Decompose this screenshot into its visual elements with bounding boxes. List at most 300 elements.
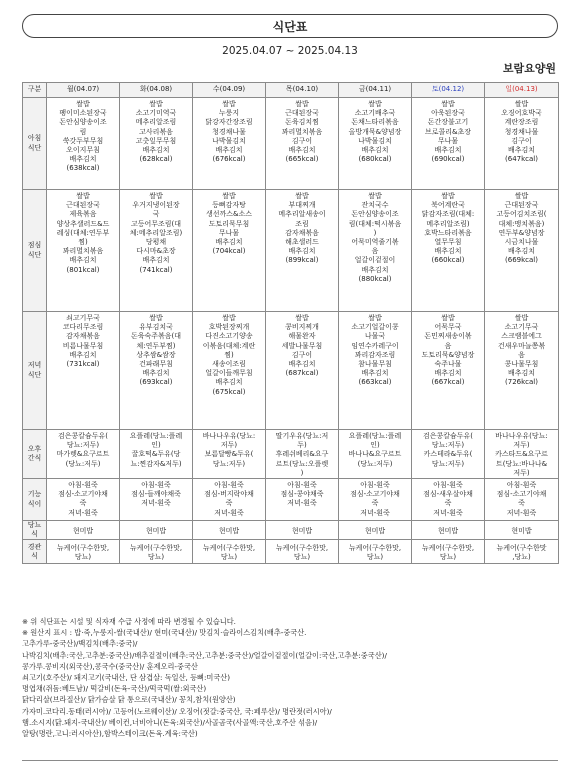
menu-item: 딸기우유(당뇨:저 [275, 432, 329, 440]
menu-item: (660kcal) [431, 256, 465, 265]
menu-item: 참나물무침 [358, 360, 392, 369]
menu-item: 바나나우유(당뇨: [495, 432, 548, 440]
menu-cell [339, 190, 412, 312]
menu-cell [339, 521, 412, 540]
menu-item: ) [300, 468, 304, 477]
menu-item: 세발나물무침 [281, 341, 323, 350]
menu-item: 요플레(당뇨:플레 [129, 432, 183, 440]
menu-item: 호박된장찌개 [208, 323, 250, 332]
day-header: 금(04.11) [339, 83, 412, 98]
row-label [23, 190, 47, 312]
menu-item: 뉴케어(구수한맛 [496, 543, 547, 552]
menu-item: 근대된장국 [504, 201, 539, 210]
menu-cell [193, 540, 266, 564]
menu-item: 쌀밥 [149, 314, 163, 322]
menu-item: 잔치국수 [361, 201, 389, 210]
menu-item: ) [373, 228, 377, 237]
menu-row-breakfast [23, 98, 559, 190]
menu-item: 점심-소고기야채 [350, 490, 400, 499]
menu-item: 배추김치 [288, 247, 316, 256]
menu-cell [193, 430, 266, 479]
menu-item: 감자채볶음 [285, 228, 319, 237]
menu-cell [47, 430, 120, 479]
menu-item: 뉴케어(구수한맛, [56, 543, 110, 552]
row-label-line: 식 [31, 530, 38, 539]
menu-item: 조림 [295, 219, 309, 228]
menu-item: 뉴케어(구수한맛, [421, 543, 475, 552]
menu-cell [412, 540, 485, 564]
menu-row-dinner [23, 312, 559, 430]
menu-item: (704kcal) [212, 247, 246, 256]
menu-item: 쌀밥 [441, 192, 455, 200]
menu-item: 배추김치 [69, 256, 97, 265]
menu-item: 근대된장국 [66, 201, 100, 210]
menu-item: 돈민찌새송이볶 [424, 332, 472, 341]
menu-item: 배추김치 [288, 360, 316, 369]
menu-cell [193, 190, 266, 312]
menu-item: 아침-흰죽 [360, 481, 390, 490]
menu-item: 당뇨:저두) [212, 459, 246, 468]
menu-item: 쌀밥 [368, 314, 382, 322]
menu-cell [47, 312, 120, 430]
menu-cell [47, 98, 120, 190]
day-header-sunday: 일(04.13) [485, 83, 559, 98]
menu-item: 현미밥 [511, 526, 532, 535]
menu-item: 배추김치 [507, 369, 536, 378]
row-label [23, 312, 47, 430]
menu-cell [485, 190, 559, 312]
menu-cell [120, 98, 193, 190]
menu-item: 배추김치 [434, 247, 462, 256]
menu-item: 쌀밥 [295, 100, 309, 108]
menu-item: 스크램블에그 [501, 332, 542, 341]
menu-item: 점심-들깨야채죽 [131, 490, 181, 499]
menu-item: 배추김치 [215, 238, 243, 247]
menu-item: 김구이 [291, 350, 313, 359]
menu-item: 보름달빵&두유( [204, 450, 254, 459]
note-line: 나박김치(배추:국산,고추분:중국산)/배추겉절이(배추:국산,고추분:중국산)/얼갈이겉절이(얼갈이:국산,고추분:중국산)/ [22, 650, 387, 660]
menu-item: 쌀밥 [514, 192, 529, 200]
menu-item: 점심-새우살야채 [423, 490, 473, 499]
menu-item: 쌀밥 [441, 314, 455, 322]
row-label-line: 점심 [27, 241, 42, 250]
menu-item: 브로콜리&초장 [424, 127, 472, 136]
menu-item: 북어계란국 [431, 201, 465, 210]
menu-item: 해물완자 [288, 332, 316, 341]
menu-item: 무나물 [437, 136, 459, 145]
menu-item: 아욱된장국 [431, 109, 465, 118]
menu-item: 돈육숙주볶음(대 [130, 332, 182, 341]
menu-item: 죽 [225, 499, 233, 508]
menu-item: (당뇨:저두) [65, 459, 101, 468]
menu-item: 어묵무국 [434, 323, 462, 332]
menu-item: 임연수카레구이 [351, 341, 399, 350]
menu-item: 당평채 [145, 238, 167, 247]
menu-item: 배추김치 [215, 378, 243, 387]
menu-item: 나박물김치 [358, 136, 392, 145]
page-title: 식단표 [272, 19, 308, 34]
menu-item: 쌀밥 [295, 314, 309, 322]
menu-item: 꽈리감자조림 [354, 350, 396, 359]
menu-item: 얼갈이겉절이 [354, 256, 396, 265]
menu-item: 배추김치 [507, 146, 536, 155]
menu-item: 쑥갓두부무침 [62, 136, 104, 145]
menu-item: 당뇨) [439, 552, 457, 561]
row-label-line: 식단 [27, 143, 42, 152]
note-line: ※ 위 식단표는 시설 및 식자재 수급 사정에 따라 변경될 수 있습니다. [22, 617, 236, 626]
menu-item: 인) [151, 441, 161, 450]
menu-item: (899kcal) [285, 256, 319, 265]
menu-cell [266, 312, 339, 430]
menu-item: 점심-소고기야채 [496, 490, 547, 499]
menu-cell [266, 479, 339, 521]
menu-item: 뉴케어(구수한맛, [275, 543, 329, 552]
menu-cell [47, 190, 120, 312]
menu-row-tube-feeding [23, 540, 559, 564]
menu-item: 림 [79, 127, 87, 136]
menu-item: 쌀밥 [368, 100, 382, 108]
menu-item: 쌀밥 [76, 192, 90, 200]
row-label-line: 저녁 [27, 361, 42, 370]
menu-item: 쌀밥 [295, 192, 309, 200]
note-line: 햄.소시지(닭.돼지-국내산)/ 베이컨,너비아니(돈육:외국산)/사골곰국(사골액:국산,호주산 섞음)/ [22, 717, 318, 727]
note-line: 알탕(명란,고니:러시아산),함박스테이크(돈육.계육:국산) [22, 729, 198, 739]
menu-item: 마가렛&요구르트 [56, 450, 110, 459]
menu-item: 고등어김치조림( [496, 210, 547, 219]
row-label [23, 479, 47, 521]
menu-item: (680kcal) [358, 155, 392, 164]
menu-cell [47, 521, 120, 540]
menu-item: 저녁-흰죽 [287, 499, 317, 508]
note-line: 명엽채(쥐돔:베트남)/ 떡갈비(돈육-국산)/떡국떡(쌀:외국산) [22, 684, 207, 694]
menu-item: 뉴케어(구수한맛, [202, 543, 256, 552]
menu-item: 꿀호떡&두유(당 [131, 450, 181, 459]
day-header: 화(04.08) [120, 83, 193, 98]
menu-item: 당뇨) [74, 552, 92, 561]
menu-item: 트(당뇨:바나나& [495, 459, 548, 468]
menu-item: 상추쌈&쌈장 [136, 350, 176, 359]
menu-cell [266, 540, 339, 564]
menu-cell [120, 190, 193, 312]
menu-item: 배추김치 [507, 247, 536, 256]
menu-item: 감자채볶음 [66, 332, 100, 341]
menu-item: 카스타드&요구르 [495, 450, 548, 459]
note-line: 쇠고기(호주산)/ 돼지고기(국내산, 단 삼겹살: 독일산, 등뼈:미국산) [22, 673, 231, 683]
menu-item: 나박물김치 [212, 136, 246, 145]
menu-item: (687kcal) [285, 369, 319, 378]
menu-item: 점심-버지락야채 [204, 490, 254, 499]
menu-item: 아침-흰죽 [433, 481, 463, 490]
menu-item: 청경채나물 [504, 127, 539, 136]
menu-item: 유부김치국 [139, 323, 173, 332]
menu-item: 저녁-흰죽 [141, 499, 171, 508]
menu-item: 쌀밥 [149, 100, 163, 108]
menu-item: 당뇨) [147, 552, 165, 561]
menu-item: (당뇨:저두) [357, 459, 393, 468]
menu-item: 점심-콩야채죽 [280, 490, 324, 499]
menu-item: 배추김치 [215, 146, 243, 155]
menu-item: 림(대체:떡시볶음 [348, 219, 402, 228]
menu-cell [120, 430, 193, 479]
menu-item: 당뇨) [220, 552, 238, 561]
menu-item: (628kcal) [139, 155, 173, 164]
menu-item: 닭강자간장조림 [205, 118, 253, 127]
menu-item: 현미밥 [291, 526, 313, 535]
organization-name: 보람요양원 [502, 62, 556, 75]
menu-item: 돈간장불고기 [427, 118, 469, 127]
menu-item: 음 [371, 247, 379, 256]
menu-item: 저녁-흰죽 [214, 508, 244, 517]
row-label-line: 식단 [27, 370, 42, 379]
menu-item: 죽 [79, 499, 87, 508]
note-line: 고추가루-중국산)/백김치(배추:중국)/ [22, 639, 138, 649]
menu-item: 돈채느타리볶음 [351, 118, 399, 127]
menu-item: 배추김치 [361, 369, 389, 378]
menu-item: 이볶음(대체:계란 [202, 341, 256, 350]
menu-item: 김구이 [291, 136, 313, 145]
menu-item: 쇠고기무국 [66, 314, 100, 322]
menu-item: 계란장조림 [504, 118, 539, 127]
row-label-line: 아침 [27, 134, 42, 143]
menu-item: 쌀밥 [514, 314, 529, 322]
menu-item: 연두부&양념장 [498, 228, 545, 237]
menu-item: 올방개묵&양념장 [348, 127, 402, 136]
menu-item: (667kcal) [431, 378, 465, 387]
menu-item: 뇨:찐감자&저두) [130, 459, 182, 468]
menu-item: 아침-흰죽 [68, 481, 98, 490]
menu-item: 아침-흰죽 [506, 481, 537, 490]
menu-row-functional-diet [23, 479, 559, 521]
menu-cell [339, 430, 412, 479]
menu-cell [193, 479, 266, 521]
row-label [23, 430, 47, 479]
menu-item: 제육볶음 [69, 210, 97, 219]
menu-item: 다시마&초장 [136, 247, 176, 256]
menu-item: 닭감자조림(대체: [421, 210, 475, 219]
menu-item: 레싱(대체:연두부 [56, 228, 110, 237]
row-label [23, 540, 47, 564]
menu-item: 르트(당뇨:오플렛 [275, 459, 329, 468]
menu-cell [193, 521, 266, 540]
menu-item: 쌀밥 [222, 100, 236, 108]
menu-item: 쌀밥 [514, 100, 529, 108]
menu-item: 저녁-흰죽 [360, 508, 390, 517]
menu-cell [266, 430, 339, 479]
day-header: 월(04.07) [47, 83, 120, 98]
menu-item: (665kcal) [285, 155, 319, 164]
menu-item: 인) [370, 441, 380, 450]
menu-item: (663kcal) [358, 378, 392, 387]
menu-item: 배추김치 [434, 146, 462, 155]
menu-item: 당뇨:저두) [431, 459, 465, 468]
menu-cell [193, 312, 266, 430]
menu-item: 체:연두부찜) [136, 341, 176, 350]
menu-item: 체:메추리알조림) [129, 228, 183, 237]
menu-item: 현미밥 [72, 526, 94, 535]
menu-item: 소고기미역국 [135, 109, 177, 118]
menu-item: (669kcal) [505, 256, 538, 265]
menu-item: 근대된장국 [285, 109, 319, 118]
menu-item: 소고기배추국 [354, 109, 396, 118]
menu-item: 대체:맹치볶음) [498, 219, 545, 228]
menu-cell [412, 479, 485, 521]
menu-cell [339, 312, 412, 430]
row-label-line: 식이 [27, 499, 42, 508]
menu-item: 바나나&요구르트 [348, 450, 402, 459]
menu-item: 저두) [513, 468, 530, 477]
menu-item: 쌀밥 [76, 100, 90, 108]
menu-cell [412, 521, 485, 540]
menu-item: 배추김치 [69, 155, 97, 164]
menu-item: (638kcal) [66, 164, 100, 173]
menu-item: 찜) [78, 238, 88, 247]
menu-cell [266, 190, 339, 312]
menu-item: 아침-흰죽 [287, 481, 317, 490]
menu-item: 배추김치 [361, 146, 389, 155]
menu-cell [120, 479, 193, 521]
menu-item: 아침-흰죽 [214, 481, 244, 490]
menu-cell [485, 312, 559, 430]
menu-item: (726kcal) [505, 378, 538, 387]
menu-item: 코다리무조림 [62, 323, 104, 332]
menu-item: 누룽지 [218, 109, 240, 118]
menu-item: (675kcal) [212, 387, 246, 396]
menu-item: 국 [152, 210, 160, 219]
row-label [23, 98, 47, 190]
menu-item: 꽈리멸치볶음 [62, 247, 104, 256]
menu-item: (880kcal) [358, 274, 392, 283]
menu-item: 청경채나물 [212, 127, 246, 136]
menu-item: 두) [297, 441, 307, 450]
menu-item: 나물국 [364, 332, 386, 341]
menu-item: 바나나우유(당뇨: [202, 432, 256, 440]
day-header-row [23, 83, 559, 98]
menu-item: 저녁-흰죽 [433, 508, 463, 517]
menu-item: 돈안심양송이조 [351, 210, 399, 219]
menu-item: 저녁-흰죽 [68, 508, 98, 517]
menu-item: 꽈리멸치볶음 [281, 127, 323, 136]
menu-item: 현미밥 [437, 526, 459, 535]
menu-cell [339, 479, 412, 521]
menu-item: 호박느타리볶음 [424, 228, 472, 237]
menu-item: 현미밥 [218, 526, 240, 535]
row-label-line: 경관 [27, 542, 42, 551]
menu-item: 오이지무침 [66, 146, 100, 155]
day-header: 수(04.09) [193, 83, 266, 98]
menu-item: 점심-소고기야채 [58, 490, 108, 499]
menu-item: 배추김치 [69, 350, 97, 359]
menu-item: 고등어무조림(대 [130, 219, 182, 228]
menu-item: 당뇨) [293, 552, 311, 561]
menu-item: 음 [444, 341, 452, 350]
menu-item: 얼갈이들깨무침 [205, 369, 253, 378]
menu-item: 건새우마늘쫑볶 [497, 341, 546, 350]
menu-item: 뉴케어(구수한맛, [129, 543, 183, 552]
menu-cell [120, 540, 193, 564]
menu-cell [47, 540, 120, 564]
menu-item: 쌀밥 [368, 192, 382, 200]
menu-row-lunch [23, 190, 559, 312]
menu-item: 오징어호박국 [501, 109, 542, 118]
menu-cell [485, 540, 559, 564]
menu-item: (693kcal) [139, 378, 173, 387]
day-header: 목(04.10) [266, 83, 339, 98]
menu-item: 뉴케어(구수한맛, [348, 543, 402, 552]
menu-item: (741kcal) [139, 265, 173, 274]
menu-item: (801kcal) [66, 265, 100, 274]
menu-item: 고춧잎무무침 [135, 136, 177, 145]
menu-item: 카스테라&두유( [423, 450, 473, 459]
menu-item: 죽 [371, 499, 379, 508]
menu-cell [412, 98, 485, 190]
row-label-line: 식단 [27, 250, 42, 259]
menu-item: 현미밥 [364, 526, 386, 535]
menu-item: 현미밥 [145, 526, 167, 535]
menu-cell [412, 430, 485, 479]
row-label-line: 기능 [27, 490, 42, 499]
menu-item: 생선까스&소스 [205, 210, 253, 219]
menu-item: 양상추샐러드&드 [56, 219, 110, 228]
menu-item: 저녁-흰죽 [506, 508, 537, 517]
menu-item: 새송이조림 [212, 360, 246, 369]
menu-item: 음 [518, 350, 525, 359]
menu-cell [485, 479, 559, 521]
menu-item: 배추김치 [142, 256, 170, 265]
row-label [23, 521, 47, 540]
menu-item: 메추리알조림) [426, 219, 470, 228]
menu-cell [412, 312, 485, 430]
corner-header: 구분 [23, 83, 47, 98]
menu-item: 비름나물무침 [62, 341, 104, 350]
day-header-saturday: 토(04.12) [412, 83, 485, 98]
menu-row-snack [23, 430, 559, 479]
menu-item: 당뇨) [366, 552, 384, 561]
menu-period: 2025.04.07 ~ 2025.04.13 [222, 45, 358, 57]
menu-item: 찜) [224, 350, 234, 359]
menu-cell [339, 98, 412, 190]
menu-item: 저두) [220, 441, 238, 450]
row-label-line: 간식 [27, 454, 42, 462]
menu-item: 배추김치 [434, 369, 462, 378]
menu-item: 죽 [444, 499, 452, 508]
menu-item: 쌀밥 [441, 100, 455, 108]
menu-table [22, 82, 559, 564]
menu-cell [485, 98, 559, 190]
menu-item: 다진소고기양송 [205, 332, 253, 341]
menu-row-diabetic-diet [23, 521, 559, 540]
menu-item: 배추김치 [361, 265, 389, 274]
menu-item: 배추김치 [142, 146, 170, 155]
menu-item: 당뇨:저두) [431, 441, 465, 450]
menu-item: 쌀밥 [149, 192, 163, 200]
note-line: 닭다리살(브라질산)/ 닭가슴살 닭 통으로(국내산)/ 꽁치,참치(원양산) [22, 695, 236, 705]
menu-item: 당뇨:저두) [66, 441, 100, 450]
menu-item: 도토리묵&양념장 [421, 350, 475, 359]
menu-item: 후레쉬베리&요구 [275, 450, 329, 459]
menu-item: 메추리알새송이 [278, 210, 326, 219]
menu-cell [120, 521, 193, 540]
menu-item: 열무무침 [434, 238, 462, 247]
menu-item: 도토리묵무침 [208, 219, 250, 228]
menu-item: 아침-흰죽 [141, 481, 171, 490]
menu-item: 소고기얼갈이콩 [351, 323, 399, 332]
menu-cell [120, 312, 193, 430]
menu-item: 배추김치 [142, 369, 170, 378]
menu-item: 콩비지찌개 [285, 323, 319, 332]
menu-item: 김구이 [511, 136, 532, 145]
menu-item: 돈육김치찜 [285, 118, 319, 127]
menu-cell [485, 430, 559, 479]
